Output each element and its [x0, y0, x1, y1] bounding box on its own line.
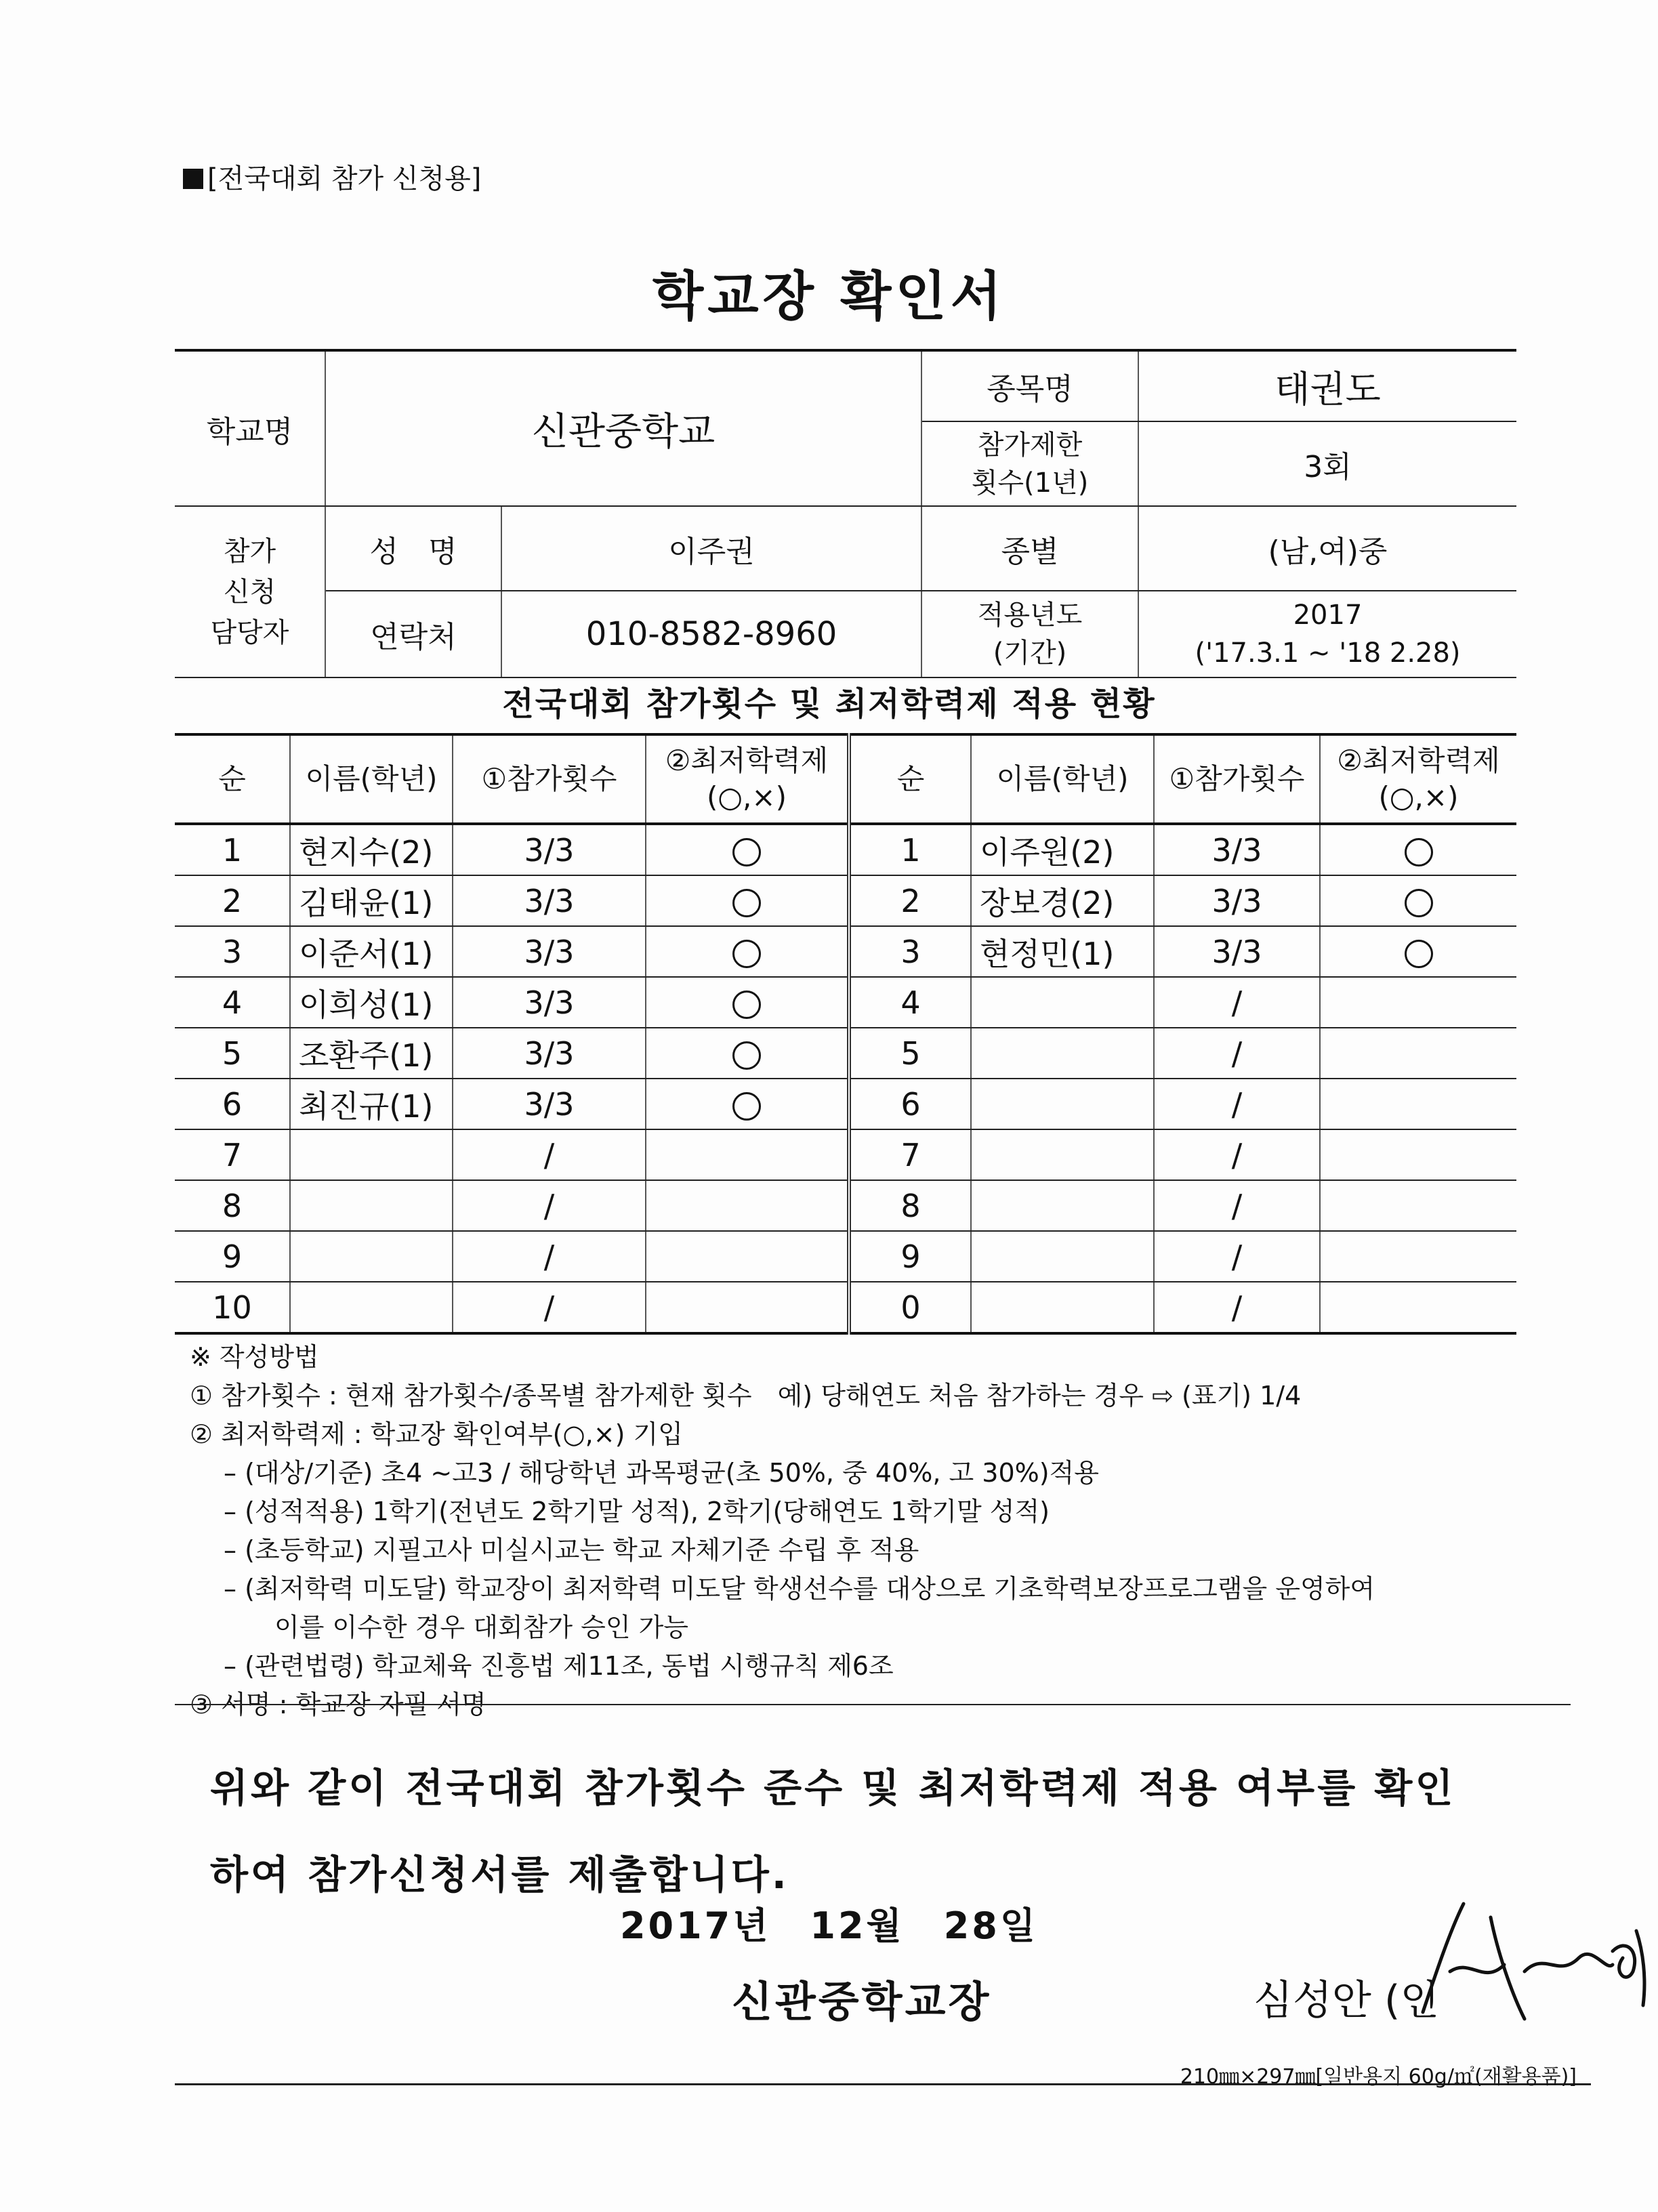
writing-instructions — [190, 1338, 1565, 1724]
row-count-left: / — [453, 1282, 646, 1333]
row-name-right — [971, 1282, 1154, 1333]
row-name-left: 김태윤(1) — [290, 875, 453, 926]
submission-date: 2017년 12월 28일 — [619, 1904, 1039, 1947]
row-min-left — [646, 1079, 849, 1129]
row-name-right — [971, 1129, 1154, 1180]
row-no-right: 0 — [849, 1282, 971, 1333]
limit-label-line2: 횟수(1년) — [971, 467, 1089, 499]
row-count-left: 3/3 — [453, 1079, 646, 1129]
header-min-right — [1320, 734, 1516, 824]
row-min-right — [1320, 1079, 1516, 1129]
contact-label: 연락처 — [325, 591, 501, 677]
note-2e: – (관련법령) 학교체육 진흥법 제11조, 동법 시행규칙 제6조 — [224, 1651, 894, 1681]
row-min-right — [1320, 926, 1516, 977]
contact-value: 010-8582-8960 — [501, 591, 921, 677]
header-name-right: 이름(학년) — [971, 734, 1154, 824]
row-no-right: 2 — [849, 875, 971, 926]
row-no-right: 4 — [849, 977, 971, 1028]
row-count-left: 3/3 — [453, 977, 646, 1028]
school-label: 학교명 — [175, 350, 325, 506]
category-label: 종별 — [921, 506, 1138, 591]
row-no-right: 6 — [849, 1079, 971, 1129]
table-row — [175, 824, 1516, 875]
year-value-line1: 2017 — [1293, 600, 1363, 631]
table-row — [175, 1079, 1516, 1129]
row-count-left: 3/3 — [453, 824, 646, 875]
row-no-left: 1 — [175, 824, 290, 875]
note-1: ① 참가횟수 : 현재 참가횟수/종목별 참가제한 횟수 예) 당해연도 처음 참가하는 경우 ⇨ (표기) 1/4 — [190, 1381, 1302, 1411]
row-min-right — [1320, 1129, 1516, 1180]
row-count-left: / — [453, 1231, 646, 1282]
circle-mark-icon — [732, 1092, 761, 1121]
row-name-left — [290, 1129, 453, 1180]
row-min-left — [646, 977, 849, 1028]
divider — [175, 1704, 1571, 1705]
row-min-left — [646, 1231, 849, 1282]
row-no-right: 3 — [849, 926, 971, 977]
row-min-right — [1320, 1282, 1516, 1333]
row-min-right — [1320, 1231, 1516, 1282]
row-no-right: 7 — [849, 1129, 971, 1180]
row-name-left — [290, 1231, 453, 1282]
row-count-right: / — [1154, 1028, 1320, 1079]
year-label-line1: 적용년도 — [977, 600, 1083, 631]
row-no-left: 3 — [175, 926, 290, 977]
table-row — [175, 1231, 1516, 1282]
row-name-right: 이주원(2) — [971, 824, 1154, 875]
section-title: 전국대회 참가횟수 및 최저학력제 적용 현황 — [502, 685, 1156, 723]
row-name-right: 현정민(1) — [971, 926, 1154, 977]
paper-spec: 210㎜×297㎜[일반용지 60g/㎡(재활용품)] — [1180, 2065, 1577, 2089]
header-no-left: 순 — [175, 734, 290, 824]
header-min-left-line1: ②최저학력제 — [665, 744, 829, 777]
header-min-left — [646, 734, 849, 824]
category-value: (남,여)중 — [1138, 506, 1516, 591]
table-row — [175, 875, 1516, 926]
row-count-left: 3/3 — [453, 926, 646, 977]
note-2c: – (초등학교) 지필고사 미실시교는 학교 자체기준 수립 후 적용 — [224, 1535, 919, 1565]
row-no-right: 8 — [849, 1180, 971, 1231]
table-row — [175, 1129, 1516, 1180]
row-no-left: 10 — [175, 1282, 290, 1333]
row-min-left — [646, 824, 849, 875]
applicant-label-line1: 참가 — [223, 535, 276, 567]
row-min-right — [1320, 977, 1516, 1028]
info-table — [175, 349, 1516, 678]
note-2d-cont: 이를 이수한 경우 대회참가 승인 가능 — [274, 1612, 689, 1642]
row-name-left: 현지수(2) — [290, 824, 453, 875]
circle-mark-icon — [1405, 940, 1433, 968]
row-name-right — [971, 1231, 1154, 1282]
row-count-left: / — [453, 1129, 646, 1180]
row-min-left — [646, 1180, 849, 1231]
declaration — [210, 1745, 1552, 1918]
row-name-right — [971, 977, 1154, 1028]
row-count-right: / — [1154, 1282, 1320, 1333]
year-label-line2: (기간) — [993, 638, 1067, 669]
applicant-label-line3: 담당자 — [210, 617, 289, 648]
event-value: 태권도 — [1138, 350, 1516, 421]
row-count-right: / — [1154, 1129, 1320, 1180]
note-2b: – (성적적용) 1학기(전년도 2학기말 성적), 2학기(당해연도 1학기말 성적) — [224, 1497, 1050, 1526]
row-no-left: 6 — [175, 1079, 290, 1129]
header-no-right: 순 — [849, 734, 971, 824]
form-type-label — [183, 157, 481, 196]
year-value — [1138, 591, 1516, 677]
row-no-left: 5 — [175, 1028, 290, 1079]
principal-title: 신관중학교장 — [732, 1977, 992, 2026]
name-label: 성 명 — [325, 506, 501, 591]
circle-mark-icon — [732, 889, 761, 917]
circle-mark-icon — [1405, 889, 1433, 917]
row-count-right: 3/3 — [1154, 824, 1320, 875]
row-min-right — [1320, 875, 1516, 926]
row-name-left — [290, 1180, 453, 1231]
row-count-left: 3/3 — [453, 1028, 646, 1079]
notes-heading: ※ 작성방법 — [190, 1342, 319, 1372]
row-min-left — [646, 875, 849, 926]
row-no-left: 7 — [175, 1129, 290, 1180]
circle-mark-icon — [732, 838, 761, 867]
event-label: 종목명 — [921, 350, 1138, 421]
row-name-left: 이준서(1) — [290, 926, 453, 977]
row-min-left — [646, 1028, 849, 1079]
row-count-right: 3/3 — [1154, 926, 1320, 977]
header-min-right-line2: (○,×) — [1378, 780, 1459, 814]
note-2: ② 최저학력제 : 학교장 확인여부(○,×) 기입 — [190, 1419, 683, 1449]
status-body — [175, 824, 1516, 1333]
circle-mark-icon — [732, 1041, 761, 1070]
circle-mark-icon — [1405, 838, 1433, 867]
table-row — [175, 1180, 1516, 1231]
table-row — [175, 977, 1516, 1028]
note-2a: – (대상/기준) 초4 ~고3 / 해당학년 과목평균(초 50%, 중 40%, 고 30%)적용 — [224, 1458, 1099, 1488]
row-min-right — [1320, 1028, 1516, 1079]
row-name-left — [290, 1282, 453, 1333]
row-name-right — [971, 1028, 1154, 1079]
header-min-left-line2: (○,×) — [707, 780, 787, 814]
row-no-left: 8 — [175, 1180, 290, 1231]
row-count-right: / — [1154, 1180, 1320, 1231]
handwritten-signature — [1409, 1890, 1653, 2026]
row-no-left: 4 — [175, 977, 290, 1028]
name-value: 이주권 — [501, 506, 921, 591]
header-name-left: 이름(학년) — [290, 734, 453, 824]
row-min-right — [1320, 824, 1516, 875]
signer-name: 심성안 (인 — [1253, 1977, 1440, 2024]
table-row — [175, 1282, 1516, 1333]
applicant-label-line2: 신청 — [223, 576, 276, 608]
header-min-right-line1: ②최저학력제 — [1337, 744, 1500, 777]
header-count-left: ①참가횟수 — [453, 734, 646, 824]
row-count-left: / — [453, 1180, 646, 1231]
row-count-left: 3/3 — [453, 875, 646, 926]
circle-mark-icon — [732, 940, 761, 968]
row-min-right — [1320, 1180, 1516, 1231]
declaration-line1: 위와 같이 전국대회 참가횟수 준수 및 최저학력제 적용 여부를 확인 — [210, 1765, 1456, 1811]
row-name-left: 조환주(1) — [290, 1028, 453, 1079]
limit-label — [921, 421, 1138, 506]
circle-mark-icon — [732, 990, 761, 1019]
row-name-left: 최진규(1) — [290, 1079, 453, 1129]
row-no-right: 1 — [849, 824, 971, 875]
row-min-left — [646, 1129, 849, 1180]
row-min-left — [646, 1282, 849, 1333]
row-no-left: 2 — [175, 875, 290, 926]
row-name-right — [971, 1079, 1154, 1129]
black-square-icon — [183, 169, 203, 189]
declaration-line2: 하여 참가신청서를 제출합니다. — [210, 1852, 789, 1898]
form-type-text: [전국대회 참가 신청용] — [207, 163, 482, 194]
table-row — [175, 926, 1516, 977]
row-count-right: / — [1154, 1231, 1320, 1282]
year-label — [921, 591, 1138, 677]
year-value-line2: ('17.3.1 ~ '18 2.28) — [1195, 638, 1461, 669]
limit-value: 3회 — [1138, 421, 1516, 506]
row-min-left — [646, 926, 849, 977]
table-row — [175, 1028, 1516, 1079]
note-2d: – (최저학력 미도달) 학교장이 최저학력 미도달 학생선수를 대상으로 기초학력보장프로그램을 운영하여 — [224, 1574, 1375, 1604]
row-name-right — [971, 1180, 1154, 1231]
header-count-right: ①참가횟수 — [1154, 734, 1320, 824]
applicant-label — [175, 506, 325, 677]
row-name-left: 이희성(1) — [290, 977, 453, 1028]
school-value: 신관중학교 — [325, 350, 921, 506]
row-count-right: / — [1154, 1079, 1320, 1129]
row-name-right: 장보경(2) — [971, 875, 1154, 926]
limit-label-line1: 참가제한 — [977, 429, 1083, 461]
row-no-right: 9 — [849, 1231, 971, 1282]
note-3: ③ 서명 : 학교장 자필 서명 — [190, 1690, 486, 1719]
row-no-right: 5 — [849, 1028, 971, 1079]
document-title: 학교장 확인서 — [652, 266, 1006, 327]
row-no-left: 9 — [175, 1231, 290, 1282]
status-table — [175, 733, 1516, 1335]
row-count-right: 3/3 — [1154, 875, 1320, 926]
row-count-right: / — [1154, 977, 1320, 1028]
